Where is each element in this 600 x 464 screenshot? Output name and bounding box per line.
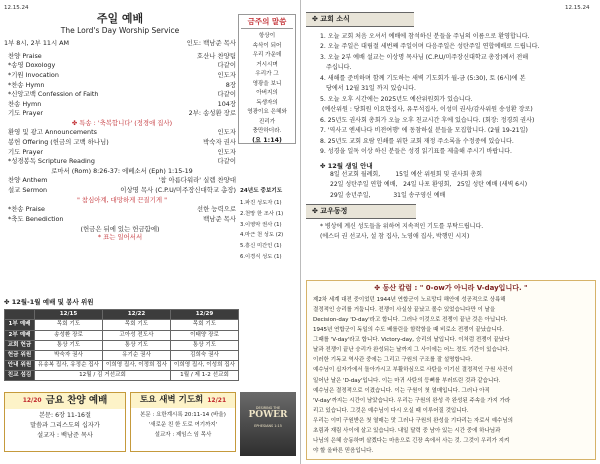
order-who: 백남준 목사 bbox=[203, 214, 236, 223]
order-who: 다같이 bbox=[217, 90, 236, 99]
column-text bbox=[313, 295, 589, 457]
column-line: 예수님은 결정적으로 이겼습니다. 이는 구원이 첫 열매입니다. 그러나 아직 bbox=[313, 387, 490, 394]
schedule-cell: 유송복 집사, 유정순 집사 bbox=[35, 361, 103, 371]
schedule-cell: 김희숙 권사 bbox=[171, 350, 239, 360]
book-text2: POWER bbox=[248, 410, 288, 421]
order-who: 선한 능력으로 bbox=[196, 205, 236, 214]
column-title: ✤ 동산 칼럼 : " 0-ow가 아니라 V-day입니다. " bbox=[374, 284, 528, 292]
order-item: *기원 Invocation bbox=[8, 70, 59, 79]
friday-title: 금요 찬양 예배 bbox=[45, 395, 108, 406]
order-row bbox=[8, 128, 236, 138]
column-line: 나님의 은혜 승동하며 살겠다는 마음으로 긴장 속에서 사는 것. 그것이 우리가 지켜 bbox=[313, 438, 510, 445]
service-leader: 인도: 백남준 목사 bbox=[186, 39, 236, 48]
psalm-line: 영광을 보니 bbox=[252, 80, 282, 87]
psalm-line: 우리가 그 bbox=[255, 71, 279, 78]
order-item: *성경봉독 Scripture Reading bbox=[8, 157, 95, 166]
column-line: 결정적인 승리를 거둡니다. 전쟁이 사실상 끝났고 볼수 있었습니다만 이 날을 bbox=[313, 306, 496, 313]
column-line: 리고 있습니다. 그것은 예수님이 다시 오실 때 이루어질 것입니다. bbox=[313, 407, 469, 414]
table-row bbox=[5, 340, 239, 350]
prayer-item: 6.이경식 성도 (1) bbox=[240, 253, 282, 260]
news-item: 주십니다. bbox=[326, 64, 352, 72]
birthday-title: ✤ 12월 생일 안내 bbox=[320, 161, 373, 170]
order-row bbox=[8, 90, 236, 100]
friday-line1: 본문: 6장 11-16절 bbox=[39, 411, 91, 419]
order-item: ✤ 특송 : '축복합니다' (정경애 집사) bbox=[71, 118, 173, 127]
comm-item: * 병상에 계신 성도들을 위하여 지속적인 기도를 부탁드립니다. bbox=[320, 223, 484, 231]
column-line: 날과 전쟁이 끝난 승리가 완성되는 날까지 그 사이에는 어느 정도 기간이 있습니다. bbox=[313, 347, 510, 354]
friday-line3: 설교자 : 백남준 목사 bbox=[37, 431, 93, 439]
column-line: 'V-day'까지는 시간이 남았습니다. 우리는 구원의 완성 즉 완성된 주속을 가지 가라 bbox=[313, 397, 511, 404]
column-box bbox=[306, 280, 596, 460]
schedule-section bbox=[4, 298, 238, 381]
dawn-line1: 본문 : 요한계시록 20:11-14 (바울) bbox=[140, 411, 226, 418]
friday-header bbox=[5, 393, 125, 409]
order-item: 환영 및 광고 Announcements bbox=[8, 128, 97, 137]
prayer-items bbox=[240, 198, 296, 263]
order-of-worship bbox=[4, 52, 236, 225]
dawn-box bbox=[130, 392, 236, 452]
order-who: 8장 bbox=[225, 80, 236, 89]
order-row bbox=[8, 186, 236, 196]
psalm-line: 아버지의 bbox=[256, 90, 278, 97]
friday-box bbox=[4, 392, 126, 452]
order-who: '참 아름다워라' 실렘 찬양대 bbox=[158, 176, 236, 185]
schedule-cell: 박숙자 권사 bbox=[35, 350, 103, 360]
table-row bbox=[5, 350, 239, 360]
news-item: 2. 오늘 주일은 대림절 세번째 주일이며 다음주일은 성탄주일 연합예배로 드립니다. bbox=[320, 43, 540, 51]
date-right: 12.15.24 bbox=[565, 5, 590, 11]
schedule-cell: 송성환 장로 bbox=[35, 330, 103, 340]
order-who: 2부: 송성환 장로 bbox=[188, 109, 236, 118]
column-line: 이러한 기독교 역사관 중에는 그리고 구원의 구조를 잘 설명합니다. bbox=[313, 357, 473, 364]
order-item: " 참심아계, 대망하게 끈질기게 " bbox=[76, 195, 168, 204]
birthday-item: 8일 선교회 월례회, 15일 예산 위원회 및 권사회 총회 bbox=[330, 170, 483, 178]
service-subtitle: The Lord's Day Worship Service bbox=[60, 25, 180, 35]
column-line: 그때를 'V-day'라고 합니다. Victory-day, 승리의 날입니다. 이처럼 전쟁이 끝났다 bbox=[313, 337, 510, 344]
news-item: 5. 오늘 오후 시간에는 2025년도 예산위원회가 있습니다. bbox=[320, 95, 473, 103]
column-line: 야 할 올바른 믿음입니다. bbox=[313, 448, 374, 455]
order-row bbox=[8, 167, 236, 177]
dawn-line3: 설교자 : 제임스 임 목사 bbox=[154, 431, 212, 438]
schedule-cell: 통상 기도 bbox=[171, 340, 239, 350]
order-who: 이상명 목사 (C.P.U/미주장신대학교 총장) bbox=[120, 186, 236, 195]
order-row bbox=[8, 205, 236, 215]
column-line: 제2차 세계 대전 중이었던 1944년 연합군이 노르망디 해안에 성공적으로 상륙해 bbox=[313, 296, 506, 303]
psalm-line: 우리 가운데 bbox=[252, 52, 282, 59]
news-item: 3. 오늘 2부 예배 설교는 이상명 목사님 (C.P.U/미주장신대학교 총장)께서 전해 bbox=[320, 53, 529, 61]
order-item: *축도 Benediction bbox=[8, 214, 64, 223]
schedule-cell: 고아성 전도사 bbox=[103, 330, 171, 340]
psalm-line: 영광이요 은혜와 bbox=[247, 109, 287, 116]
column-line: Decision-day 'D-day'라고 합니다. 그러나 이것으로 전쟁이 끝난 것은 아닙니다. bbox=[313, 316, 508, 323]
schedule-label: 헌금 위원 bbox=[5, 350, 35, 360]
order-row bbox=[8, 71, 236, 81]
order-row bbox=[8, 109, 236, 119]
column-line: 예수님이 십자가에서 돌아가시고 부활하심으로 사탄을 이기신 결정적인 구원 사건이 bbox=[313, 367, 513, 374]
order-item: 로마서 (Rom) 8:26-37: 에베소서 (Eph) 1:15-19 bbox=[51, 166, 193, 175]
service-time-row bbox=[4, 39, 236, 49]
prayer-item: 1.파진 성도자 (1) bbox=[240, 199, 282, 206]
schedule-label: 2부 예배 bbox=[5, 330, 35, 340]
prayer-item: 5.흥신 미간인 (1) bbox=[240, 243, 282, 250]
order-row bbox=[8, 100, 236, 110]
prayer-list-title: 24년도 중보기도 bbox=[240, 188, 283, 194]
table-row bbox=[5, 320, 239, 330]
page-title: 주일 예배 bbox=[96, 12, 144, 25]
order-who: 인도자 bbox=[217, 128, 236, 137]
order-item: 찬양 Praise bbox=[8, 51, 42, 60]
order-item: 설교 Sermon bbox=[8, 186, 48, 195]
news-item: (예산위원 : 당회원 이요한집사, 유무석집사, 이성미 권사/감사위원 송성환 장로) bbox=[322, 106, 533, 114]
offering-note: (헌금은 뒤에 있는 헌금함에) bbox=[80, 225, 160, 234]
birthday-list bbox=[306, 170, 596, 202]
schedule-date: 12/15 bbox=[35, 310, 103, 320]
schedule-label: 안내 위원 bbox=[5, 361, 35, 371]
standing-note: * 표는 일어서서 bbox=[97, 233, 143, 242]
table-row bbox=[5, 330, 239, 340]
psalm-line: 속삭이 되어 bbox=[252, 42, 282, 49]
psalm-line: 항상이 bbox=[258, 33, 276, 40]
order-who: 다같이 bbox=[217, 61, 236, 70]
schedule-cell: 유기순 권사 bbox=[103, 350, 171, 360]
schedule-label: 친교 섬김 bbox=[5, 371, 35, 381]
table-row bbox=[5, 371, 239, 381]
schedule-table bbox=[4, 309, 239, 381]
schedule-cell: 목회 기도 bbox=[35, 320, 103, 330]
schedule-cell: 1월 / 제 1-2 선교회 bbox=[171, 371, 239, 381]
order-item: 기도 Prayer bbox=[8, 109, 44, 118]
dawn-title: 토요 새벽 기도회 bbox=[139, 395, 204, 405]
book-text3: EPHESIANS 1:15 bbox=[254, 423, 282, 428]
date-left: 12.15.24 bbox=[4, 5, 29, 11]
psalm-box bbox=[238, 14, 296, 144]
order-row bbox=[8, 196, 236, 206]
news-item: 당에서 12월 31일 까지 있습니다. bbox=[326, 85, 416, 93]
column-line: 우리는 이미 구원받은 첫 열매는 맛 그러나 구원의 완성을 기다리는 자로서 예수님의 bbox=[313, 417, 513, 424]
news-item: 4. 새해를 준비하며 함께 기도하는 새벽 기도회가 월-금 (5:30), 토 (6시)에 본 bbox=[320, 74, 526, 82]
news-item: 6. 25년도 권사회 총회가 오늘 오후 친교시간 후에 있습니다. (회장: 정경희 권사) bbox=[320, 116, 535, 124]
schedule-cell: 목회 기도 bbox=[103, 320, 171, 330]
friday-date: 12/20 bbox=[22, 397, 42, 405]
order-row bbox=[8, 148, 236, 158]
schedule-date: 12/29 bbox=[171, 310, 239, 320]
psalm-line: 진리가 bbox=[258, 118, 276, 125]
order-item: *찬송 Praise bbox=[8, 205, 45, 214]
order-who: 박숙자 권사 bbox=[203, 138, 236, 147]
dawn-date: 12/21 bbox=[207, 396, 227, 404]
schedule-cell: 이희영 집사, 이성희 집사 bbox=[171, 361, 239, 371]
prayer-item: 3.이영악 권사 (1) bbox=[240, 221, 282, 228]
order-item: 찬송 Hymn bbox=[8, 99, 42, 108]
news-title: ✤ 교회 소식 bbox=[306, 12, 414, 27]
order-item: *송영 Doxology bbox=[8, 61, 56, 70]
order-item: 봉헌 Offering (헌금의 고백 하나님) bbox=[8, 138, 109, 147]
order-row bbox=[8, 176, 236, 186]
news-item: 1. 오늘 교회 처음 오셔서 예배에 참석하신 분들을 주님의 이름으로 환영합니다. bbox=[320, 32, 530, 40]
news-item: 8. 25년도 교회 요람 인쇄를 위한 교회 재정 주소록을 수정중에 있습니다. bbox=[320, 137, 514, 145]
order-item: 찬양 Anthem bbox=[8, 176, 48, 185]
order-item: 기도 Prayer bbox=[8, 147, 44, 156]
column-line: 일어난 날은 'D-day'입니다. 이는 마귀 사탄의 등뼈를 부러뜨린 것과 같습니다. bbox=[313, 377, 501, 384]
dawn-header bbox=[131, 393, 235, 408]
schedule-date: 12/22 bbox=[103, 310, 171, 320]
comm-item: (에스더 권 선교사, 설 참 집사, 노영애 집사, 박행민 시지) bbox=[320, 233, 470, 241]
column-line: 초림과 재림 사이에 살고 있습니다. 내일 달력 중 남아 있는 시간 중에 하나님과 bbox=[313, 427, 501, 434]
prayer-item: 2.천망 한 조사 (1) bbox=[240, 210, 284, 217]
book-cover-image bbox=[240, 392, 296, 456]
schedule-cell: 통상 기도 bbox=[103, 340, 171, 350]
order-who: 인도자 bbox=[217, 70, 236, 79]
friday-line2: 말씀과 그리스도의 십자가 bbox=[30, 421, 100, 429]
birthday-item: 29일 송년주일, 31일 송구영신 예배 bbox=[330, 191, 446, 199]
order-item: *신앙고백 Confession of Faith bbox=[8, 90, 99, 99]
psalm-lines bbox=[241, 32, 293, 137]
schedule-label: 교회 헌금 bbox=[5, 340, 35, 350]
psalm-ref: (요 1:14) bbox=[252, 136, 282, 144]
order-who: 다같이 bbox=[217, 157, 236, 166]
table-row bbox=[5, 361, 239, 371]
schedule-cell: 12월 / 김 거선교회 bbox=[35, 371, 171, 381]
psalm-line: 충만하더라. bbox=[252, 128, 282, 135]
order-row bbox=[8, 215, 236, 225]
psalm-line: 거시시며 bbox=[256, 61, 278, 68]
order-row bbox=[8, 81, 236, 91]
news-item: 7. '역사고 엔세나다 비전여행' 에 동참하실 분들을 모집합니다. (2월 19-21일) bbox=[320, 127, 528, 135]
schedule-heading: ✤ 12월-1월 예배 및 봉사 위원 bbox=[4, 298, 94, 306]
news-list bbox=[306, 32, 596, 158]
news-item: 9. 성경을 일독 이상 하신 분들은 성경 읽기표를 제출해 주시기 바랍니다. bbox=[320, 148, 512, 156]
order-item: *찬송 Hymn bbox=[8, 80, 45, 89]
order-row bbox=[8, 138, 236, 148]
service-time: 1부 8시, 2부 11시 AM bbox=[4, 39, 70, 48]
order-row bbox=[8, 157, 236, 167]
column-line: 1945년 연합군이 독일의 수도 베를린을 함락함을 때 비로소 전쟁이 끝났습니다. bbox=[313, 327, 504, 334]
schedule-label: 1부 예배 bbox=[5, 320, 35, 330]
schedule-corner bbox=[5, 310, 35, 320]
prayer-list bbox=[240, 188, 296, 263]
birthday-item: 22일 성탄주일 연합 예배, 24일 나포 환영회, 25일 성탄 예배 (새벽 6시) bbox=[330, 181, 528, 189]
order-row bbox=[8, 52, 236, 62]
order-row bbox=[8, 61, 236, 71]
psalm-line: 독생자의 bbox=[256, 99, 278, 106]
order-who: 104장 bbox=[217, 99, 236, 108]
comm-title: ✤ 교우동정 bbox=[306, 204, 416, 219]
schedule-cell: 목회 기도 bbox=[171, 320, 239, 330]
comm-list bbox=[306, 222, 596, 242]
psalm-title: 금주의 말씀 bbox=[241, 17, 293, 29]
book-text1: DESIRING THE bbox=[255, 406, 281, 410]
news-section bbox=[306, 12, 596, 242]
service-section bbox=[4, 12, 236, 241]
order-who: 인도자 bbox=[217, 147, 236, 156]
dawn-line2: '새로운 친 한 도로 여기까지' bbox=[148, 421, 218, 428]
schedule-cell: 통상 기도 bbox=[35, 340, 103, 350]
schedule-cell: 이태양 장로 bbox=[171, 330, 239, 340]
schedule-cell: 이희영 집사, 이정희 집사 bbox=[103, 361, 171, 371]
prayer-item: 4.마근 천 성도 (2) bbox=[240, 232, 284, 239]
order-who: 호산나 찬양팀 bbox=[196, 51, 236, 60]
